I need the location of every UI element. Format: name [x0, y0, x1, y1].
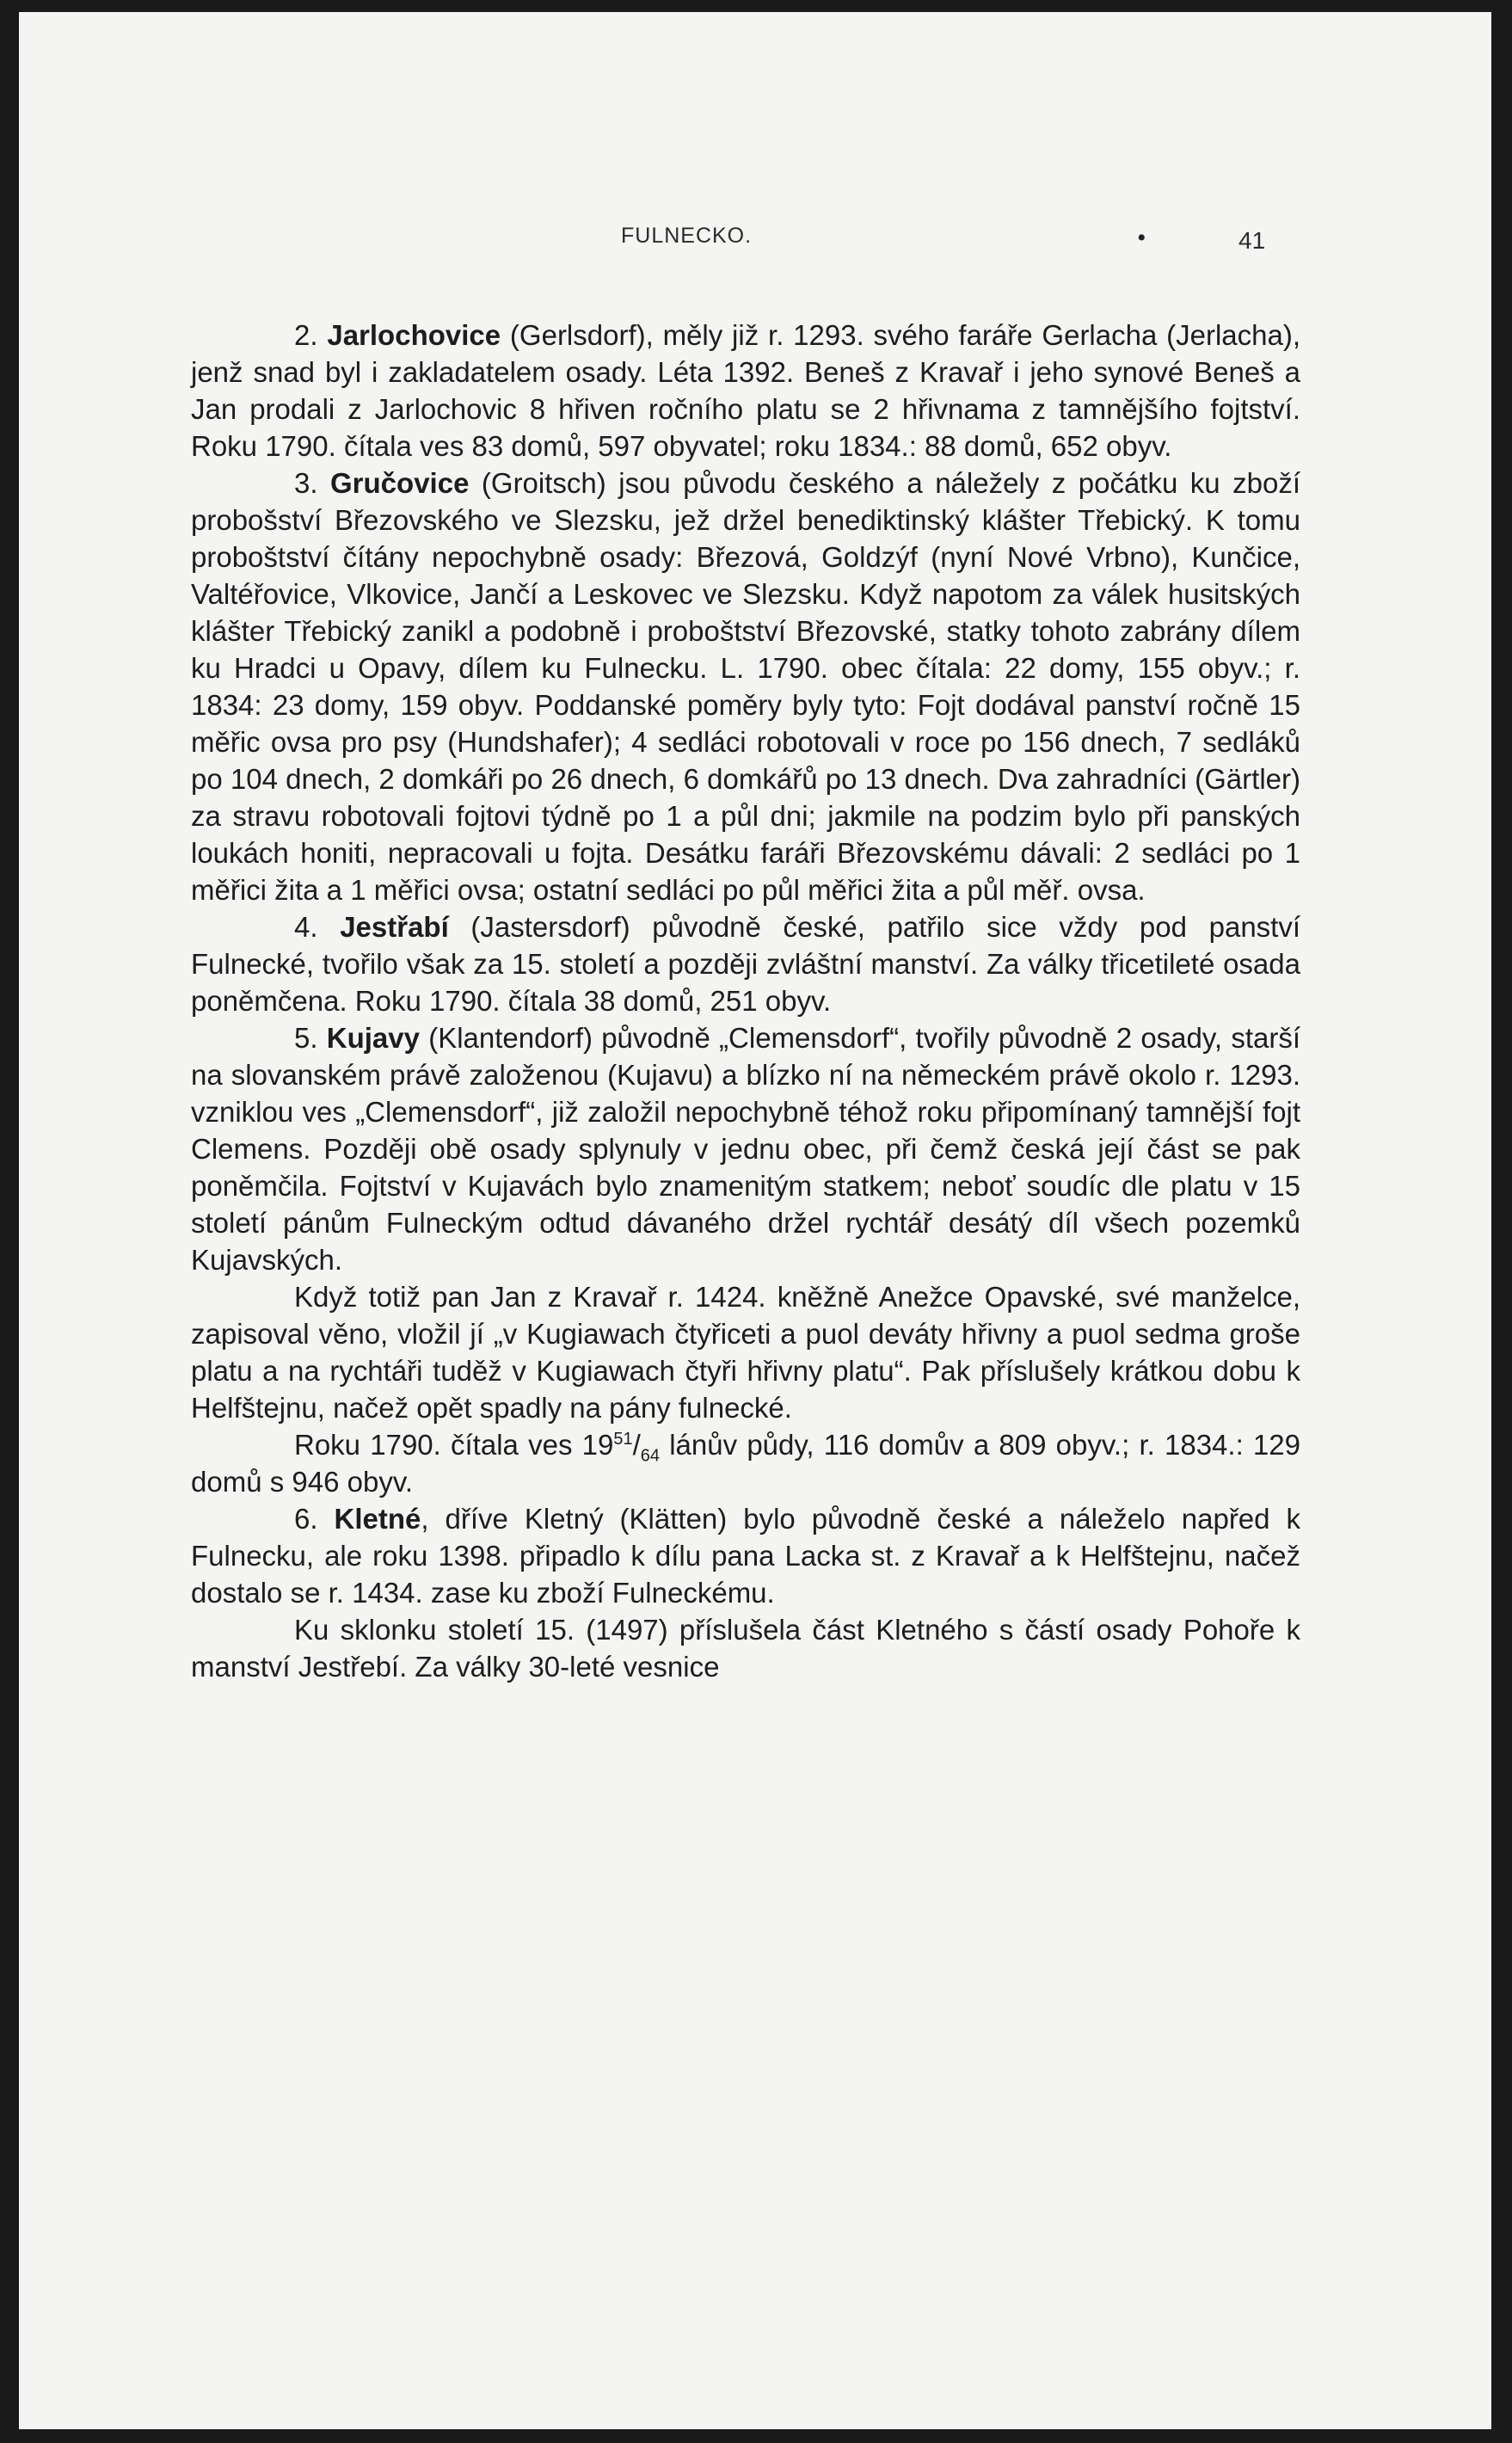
entry-kujavy — [191, 1019, 1300, 1278]
fraction-denominator: 64 — [640, 1446, 661, 1466]
entry-text: (Jastersdorf) původně české, patřilo sice vždy pod panství Fulnecké, tvořilo však za 15. století a později zvláštní manství. Za války třicetileté osada poněmčena. Roku 1790. čítala 38 domů, 251 obyv. — [191, 911, 1301, 1017]
book-page — [19, 12, 1491, 2429]
entry-number: 2. — [294, 319, 318, 351]
page-number: 41 — [1238, 227, 1266, 254]
entry-name: Jarlochovice — [327, 319, 501, 351]
entry-text: (Groitsch) jsou původu českého a náležely z počátku ku zboží probošství Březovského ve Slezsku, jež držel benediktinský klášter Třebický. K tomu proboštství čítány nepochybně osady: Březová, Goldzýf (nyní Nové Vrbno), Kunčice, Valtéřovice, Vlkovice, Jančí a Leskovec ve Slezsku. Když napotom za válek husitských klášter Třebický zanikl a podobně i proboštství Březovské, statky tohoto zabrány dílem ku Hradci u Opavy, dílem ku Fulnecku. L. 1790. obec čítala: 22 domy, 155 obyv.; r. 1834: 23 domy, 159 obyv. Poddanské poměry byly tyto: Fojt dodával panství ročně 15 měřic ovsa pro psy (Hundshafer); 4 sedláci robotovali v roce po 156 dnech, 7 sedláků po 104 dnech, 2 domkáři po 26 dnech, 6 domkářů po 13 dnech. Dva zahradníci (Gärtler) za stravu robotovali fojtovi týdně po 1 a půl dni; jakmile na podzim bylo při panských loukách honiti, nepracovali u fojta. Desátku faráři Březovskému dávali: 2 sedláci po 1 měřici žita a 1 měřici ovsa; ostatní sedláci po půl měřici žita a půl měř. ovsa. — [191, 467, 1300, 906]
entry-kletne — [191, 1500, 1300, 1611]
fraction-numerator: 51 — [613, 1430, 633, 1449]
entry-number: 6. — [294, 1503, 318, 1535]
running-title: FULNECKO. — [621, 224, 753, 248]
page-body — [191, 317, 1300, 1685]
paragraph-kletne-history: Ku sklonku století 15. (1497) příslušela část Kletného s částí osady Pohoře k manství Jestřebí. Za války 30-leté vesnice — [191, 1614, 1300, 1683]
header-bullet: • — [1137, 224, 1146, 252]
entry-name: Jestřabí — [340, 911, 449, 943]
page-header — [19, 215, 1491, 267]
entry-number: 3. — [294, 467, 318, 499]
fraction-separator: / — [632, 1429, 641, 1461]
entry-jarlochovice — [191, 317, 1300, 465]
entry-grucovice — [191, 465, 1300, 908]
census-text-before: Roku 1790. čítala ves 19 — [294, 1429, 614, 1461]
entry-name: Kujavy — [326, 1022, 420, 1054]
entry-text: (Gerlsdorf), měly již r. 1293. svého faráře Gerlacha (Jerlacha), jenž snad byl i zakladatelem osady. Léta 1392. Beneš z Kravař i jeho synové Beneš a Jan prodali z Jarlochovic 8 hřiven ročního platu se 2 hřivnama z tamnějšího fojtství. Roku 1790. čítala ves 83 domů, 597 obyvatel; roku 1834.: 88 domů, 652 obyv. — [191, 319, 1301, 462]
paragraph-kujavy-dowry: Když totiž pan Jan z Kravař r. 1424. kněžně Anežce Opavské, své manželce, zapisoval věno, vložil jí „v Kugiawach čtyřiceti a puol deváty hřivny a puol sedma groše platu a na rychtáři tuděž v Kugiawach čtyři hřivny platu“. Pak příslušely krátkou dobu k Helfštejnu, načež opět spadly na pány fulnecké. — [191, 1281, 1300, 1424]
entry-name: Gručovice — [330, 467, 470, 499]
census-text-after: lánův půdy, 116 domův a 809 obyv.; r. 1834.: 129 domů s 946 obyv. — [191, 1429, 1300, 1498]
entry-name: Kletné — [334, 1503, 421, 1535]
entry-jestrabi — [191, 908, 1300, 1019]
entry-number: 5. — [294, 1022, 318, 1054]
entry-text: (Klantendorf) původně „Clemensdorf“, tvořily původně 2 osady, starší na slovanském právě založenou (Kujavu) a blízko ní na německém právě okolo r. 1293. vzniklou ves „Clemensdorf“, již založil nepochybně téhož roku připomínaný tamnější fojt Clemens. Později obě osady splynuly v jednu obec, při čemž česká její část se pak poněmčila. Fojtství v Kujavách bylo znamenitým statkem; neboť soudíc dle platu v 15 století pánům Fulneckým odtud dávaného držel rychtář desátý díl všech pozemků Kujavských. — [191, 1022, 1300, 1276]
entry-number: 4. — [294, 911, 318, 943]
entry-text: , dříve Kletný (Klätten) bylo původně české a náleželo napřed k Fulnecku, ale roku 1398. připadlo k dílu pana Lacka st. z Kravař a k Helfštejnu, načež dostalo se r. 1434. zase ku zboží Fulneckému. — [191, 1503, 1300, 1609]
paragraph-kujavy-census — [191, 1426, 1300, 1500]
